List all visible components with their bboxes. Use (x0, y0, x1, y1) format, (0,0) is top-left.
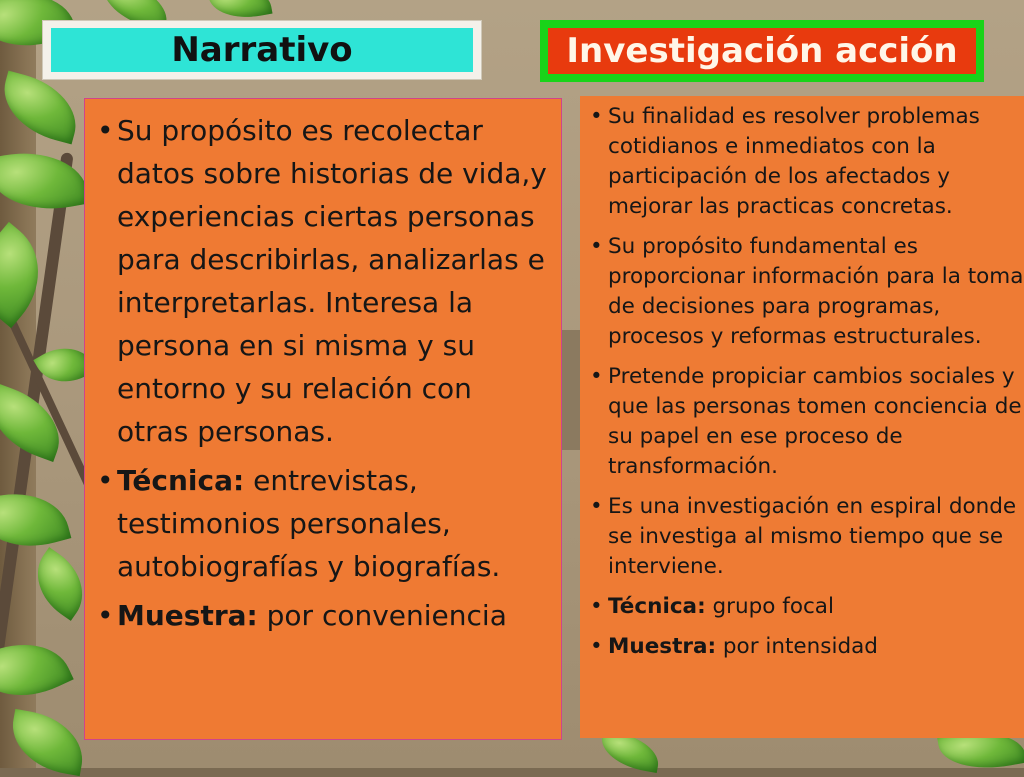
list-item (586, 592, 1024, 622)
bullet-icon: • (590, 234, 603, 259)
investigacion-box (580, 96, 1024, 738)
bullet-icon: • (97, 599, 114, 632)
bullet-icon: • (590, 594, 603, 619)
list-item (586, 102, 1024, 222)
header-investigacion-accion: Investigación acción (548, 28, 976, 74)
bullet-icon: • (590, 494, 603, 519)
list-item (586, 632, 1024, 662)
list-item (586, 492, 1024, 582)
background-slot (562, 330, 582, 450)
bullet-icon: • (590, 104, 603, 129)
item-text: Su finalidad es resolver problemas cotidianos e inmediatos con la participación de los afectados y mejorar las practicas concretas. (608, 104, 980, 219)
item-label: Muestra: (608, 634, 717, 659)
investigacion-list (586, 102, 1024, 672)
item-label: Técnica: (608, 594, 706, 619)
list-item (97, 594, 547, 637)
item-text: Es una investigación en espiral donde se investiga al mismo tiempo que se interviene. (608, 494, 1017, 579)
narrativo-list (97, 109, 547, 643)
item-label: Técnica: (117, 464, 245, 497)
list-item (97, 459, 547, 588)
item-text: por intensidad (716, 634, 878, 659)
item-text: Su propósito es recolectar datos sobre historias de vida,y experiencias ciertas personas para describirlas, analizarlas e interpretarlas. Interesa la persona en si misma y su entorno y su relación con otras personas. (117, 114, 547, 448)
item-text: Su propósito fundamental es proporcionar información para la toma de decisiones para programas, procesos y reformas estructurales. (608, 234, 1024, 349)
item-text: por conveniencia (257, 599, 507, 632)
list-item (97, 109, 547, 453)
bullet-icon: • (590, 364, 603, 389)
bullet-icon: • (97, 464, 114, 497)
bullet-icon: • (97, 114, 114, 147)
list-item (586, 362, 1024, 482)
list-item (586, 232, 1024, 352)
header-narrativo: Narrativo (51, 28, 473, 72)
item-text: entrevistas, testimonios personales, autobiografías y biografías. (117, 464, 501, 583)
item-text: Pretende propiciar cambios sociales y que las personas tomen conciencia de su papel en ese proceso de transformación. (608, 364, 1022, 479)
bullet-icon: • (590, 634, 603, 659)
item-label: Muestra: (117, 599, 258, 632)
item-text: grupo focal (705, 594, 834, 619)
narrativo-box (84, 98, 562, 740)
